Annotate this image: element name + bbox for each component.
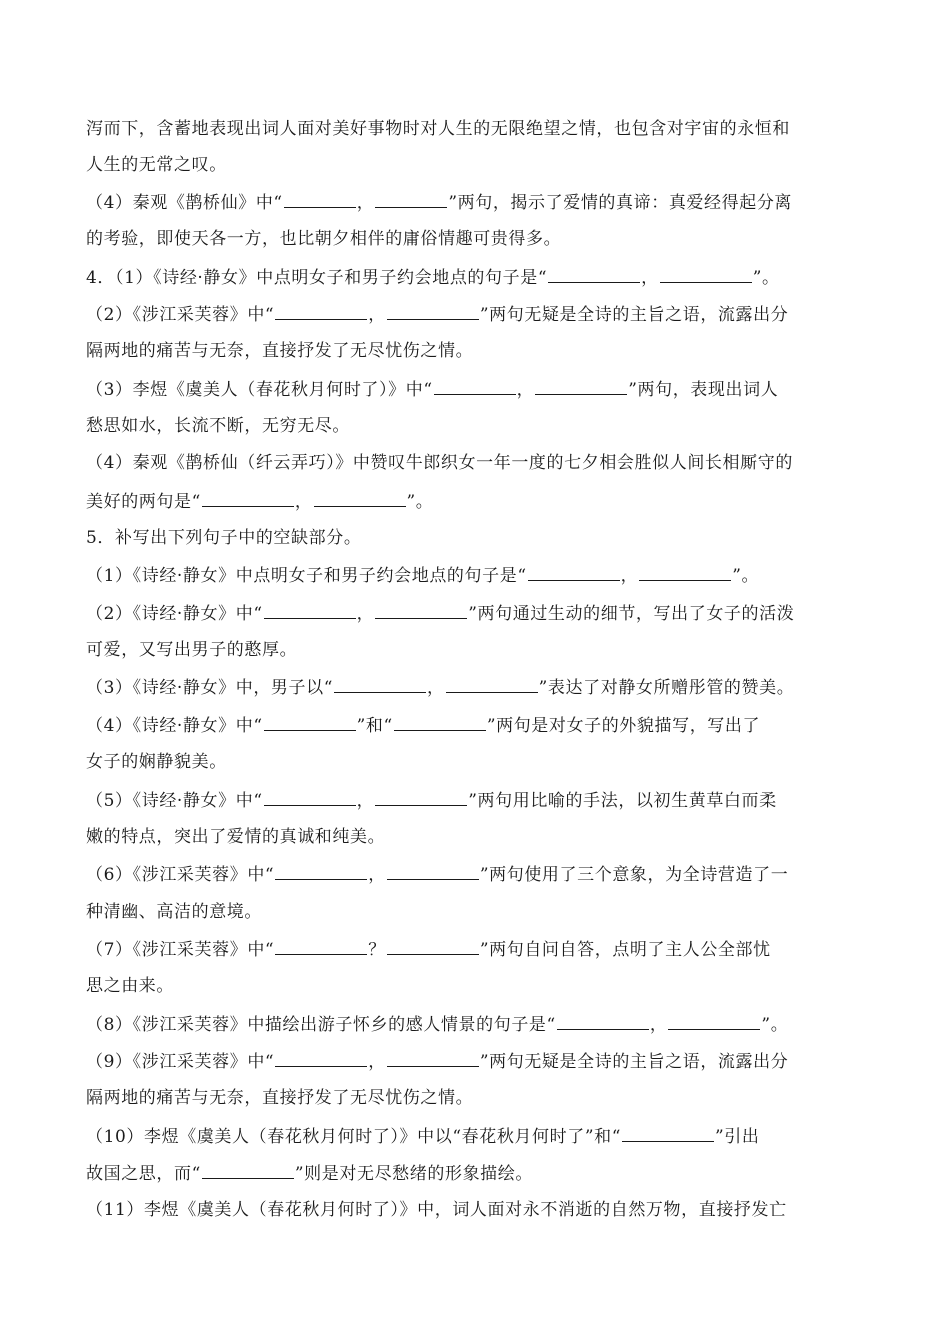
line-text: ，: [620, 566, 639, 586]
line-text: （4）秦观《鹊桥仙（纤云弄巧）》中赞叹牛郎织女一年一度的七夕相会胜似人间长相厮守的: [86, 453, 793, 473]
line-text: 可爱，又写出男子的憨厚。: [86, 640, 298, 660]
question-line: [86, 1124, 876, 1149]
text-line: [86, 1086, 876, 1110]
line-text: 隔两地的痛苦与无奈，直接抒发了无尽忧伤之情。: [86, 341, 474, 361]
text-line: [86, 117, 876, 141]
line-text: （8）《涉江采芙蓉》中描绘出游子怀乡的感人情景的句子是“: [86, 1015, 556, 1035]
question-line: [86, 937, 876, 962]
line-text: 女子的娴静貌美。: [86, 752, 227, 772]
answer-blank[interactable]: [387, 1049, 479, 1067]
text-line: [86, 339, 876, 363]
section-heading: [86, 526, 876, 550]
line-text: ”两句使用了三个意象，为全诗营造了一: [479, 865, 789, 885]
answer-blank[interactable]: [387, 937, 479, 955]
answer-blank[interactable]: [264, 601, 356, 619]
line-text: 的考验，即使天各一方，也比朝夕相伴的庸俗情趣可贵得多。: [86, 229, 562, 249]
question-line: [86, 675, 876, 700]
line-text: ”。: [406, 492, 434, 512]
answer-blank[interactable]: [387, 862, 479, 880]
question-line: [86, 713, 876, 738]
question-line: [86, 1161, 876, 1186]
line-text: ，: [356, 791, 375, 811]
line-text: （5）《诗经·静女》中“: [86, 791, 263, 811]
line-text: ，: [356, 604, 375, 624]
question-line: [86, 1012, 876, 1037]
line-text: （3）《诗经·静女》中，男子以“: [86, 678, 334, 698]
answer-blank[interactable]: [660, 265, 752, 283]
line-text: ”两句，表现出词人: [628, 380, 779, 400]
answer-blank[interactable]: [275, 937, 367, 955]
text-line: [86, 451, 876, 475]
answer-blank[interactable]: [622, 1124, 714, 1142]
answer-blank[interactable]: [202, 1161, 294, 1179]
line-text: 5．补写出下列句子中的空缺部分。: [86, 528, 362, 548]
line-text: 隔两地的痛苦与无奈，直接抒发了无尽忧伤之情。: [86, 1088, 474, 1108]
line-text: ，: [356, 193, 375, 213]
answer-blank[interactable]: [446, 675, 538, 693]
text-line: [86, 153, 876, 177]
line-text: 美好的两句是“: [86, 492, 201, 512]
line-text: 思之由来。: [86, 976, 174, 996]
answer-blank[interactable]: [434, 377, 516, 395]
line-text: （11）李煜《虞美人（春花秋月何时了）》中，词人面对永不消逝的自然万物，直接抒发亡: [86, 1200, 787, 1220]
question-line: [86, 788, 876, 813]
answer-blank[interactable]: [275, 1049, 367, 1067]
line-text: 愁思如水，长流不断，无穷无尽。: [86, 416, 350, 436]
line-text: 4．（1）《诗经·静女》中点明女子和男子约会地点的句子是“: [86, 268, 548, 288]
line-text: （2）《诗经·静女》中“: [86, 604, 263, 624]
line-text: ，: [516, 380, 535, 400]
question-line: [86, 265, 876, 290]
line-text: 故国之思，而“: [86, 1164, 201, 1184]
text-line: [86, 227, 876, 251]
line-text: ？: [368, 940, 386, 960]
line-text: ”两句，揭示了爱情的真谛：真爱经得起分离: [448, 193, 793, 213]
line-text: （10）李煜《虞美人（春花秋月何时了）》中以“春花秋月何时了”和“: [86, 1127, 622, 1147]
line-text: ”。: [761, 1015, 789, 1035]
question-line: [86, 489, 876, 514]
line-text: 种清幽、高洁的意境。: [86, 902, 262, 922]
line-text: 人生的无常之叹。: [86, 155, 227, 175]
answer-blank[interactable]: [639, 563, 731, 581]
answer-blank[interactable]: [275, 302, 367, 320]
line-text: 嫩的特点，突出了爱情的真诚和纯美。: [86, 827, 386, 847]
answer-blank[interactable]: [375, 601, 467, 619]
line-text: ”。: [752, 268, 780, 288]
line-text: ”。: [732, 566, 760, 586]
line-text: 泻而下，含蓄地表现出词人面对美好事物时对人生的无限绝望之情，也包含对宇宙的永恒和: [86, 119, 790, 139]
question-line: [86, 601, 876, 626]
question-line: [86, 862, 876, 887]
text-line: [86, 900, 876, 924]
line-text: ”引出: [715, 1127, 760, 1147]
line-text: （9）《涉江采芙蓉》中“: [86, 1052, 275, 1072]
text-line: [86, 825, 876, 849]
text-line: [86, 1198, 876, 1222]
answer-blank[interactable]: [314, 489, 406, 507]
answer-blank[interactable]: [284, 190, 356, 208]
line-text: ”两句无疑是全诗的主旨之语，流露出分: [479, 1052, 789, 1072]
line-text: ，: [294, 492, 313, 512]
line-text: ，: [368, 305, 386, 325]
answer-blank[interactable]: [535, 377, 627, 395]
line-text: ”则是对无尽愁绪的形象描绘。: [294, 1164, 533, 1184]
line-text: ，: [368, 1052, 386, 1072]
answer-blank[interactable]: [202, 489, 294, 507]
question-line: [86, 302, 876, 327]
question-line: [86, 1049, 876, 1074]
answer-blank[interactable]: [394, 713, 486, 731]
line-text: ”两句通过生动的细节，写出了女子的活泼: [468, 604, 795, 624]
line-text: ”和“: [356, 716, 393, 736]
question-line: [86, 190, 876, 215]
text-line: [86, 750, 876, 774]
line-text: ，: [427, 678, 445, 698]
answer-blank[interactable]: [557, 1012, 649, 1030]
answer-blank[interactable]: [375, 788, 467, 806]
line-text: （6）《涉江采芙蓉》中“: [86, 865, 275, 885]
answer-blank[interactable]: [387, 302, 479, 320]
answer-blank[interactable]: [334, 675, 426, 693]
line-text: ”两句自问自答，点明了主人公全部忧: [479, 940, 771, 960]
answer-blank[interactable]: [275, 862, 367, 880]
answer-blank[interactable]: [375, 190, 447, 208]
text-line: [86, 638, 876, 662]
line-text: ”表达了对静女所赠彤管的赞美。: [538, 678, 795, 698]
line-text: ”两句用比喻的手法，以初生黄草白而柔: [468, 791, 777, 811]
answer-blank[interactable]: [548, 265, 640, 283]
text-line: [86, 974, 876, 998]
question-line: [86, 377, 876, 402]
answer-blank[interactable]: [528, 563, 620, 581]
text-line: [86, 414, 876, 438]
line-text: （3）李煜《虞美人（春花秋月何时了）》中“: [86, 380, 433, 400]
line-text: ”两句是对女子的外貌描写，写出了: [486, 716, 761, 736]
line-text: （2）《涉江采芙蓉》中“: [86, 305, 275, 325]
question-line: [86, 563, 876, 588]
answer-blank[interactable]: [264, 788, 356, 806]
line-text: ，: [649, 1015, 668, 1035]
line-text: ，: [641, 268, 659, 288]
answer-blank[interactable]: [668, 1012, 760, 1030]
line-text: （1）《诗经·静女》中点明女子和男子约会地点的句子是“: [86, 566, 527, 586]
answer-blank[interactable]: [264, 713, 356, 731]
line-text: （4）《诗经·静女》中“: [86, 716, 263, 736]
line-text: （7）《涉江采芙蓉》中“: [86, 940, 275, 960]
line-text: （4）秦观《鹊桥仙》中“: [86, 193, 283, 213]
line-text: ”两句无疑是全诗的主旨之语，流露出分: [479, 305, 789, 325]
line-text: ，: [368, 865, 386, 885]
